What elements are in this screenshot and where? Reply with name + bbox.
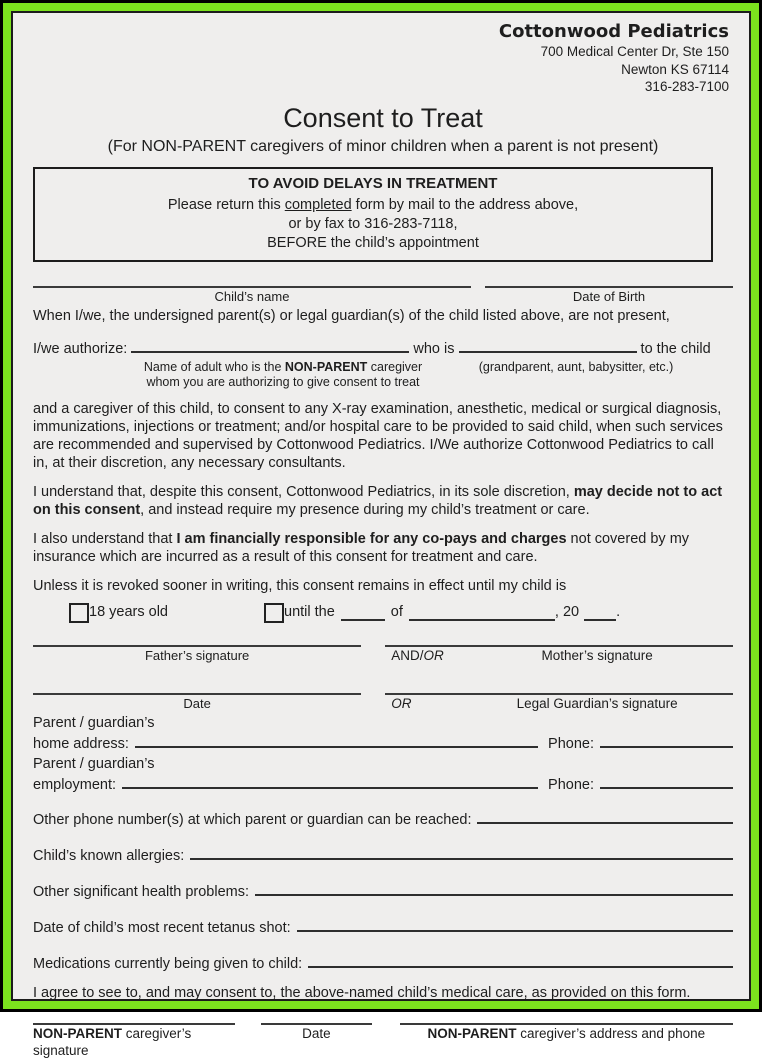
clinic-phone: 316-283-7100 — [644, 79, 729, 95]
year-prefix-label: , 20 — [554, 604, 580, 621]
intro-text: When I/we, the undersigned parent(s) or legal guardian(s) of the child listed above, are not present, — [33, 308, 670, 325]
medications-label: Medications currently being given to child: — [33, 956, 303, 973]
p3-pre: I also understand that — [33, 531, 177, 548]
of-label: of — [390, 604, 403, 621]
mother-signature-field — [385, 643, 733, 665]
child-name-caption: Child’s name — [214, 289, 290, 305]
legal-guardian-caption-row — [385, 696, 733, 713]
home-phone-blank[interactable] — [600, 733, 733, 748]
authorize-row — [33, 338, 733, 359]
paragraph-duration: Unless it is revoked sooner in writing, this consent remains in effect until my child is — [33, 578, 567, 595]
page-frame-green — [3, 3, 759, 1059]
employment-phone-blank[interactable] — [600, 774, 733, 789]
p2-bold: may decide not to act on this consent — [33, 484, 723, 519]
home-address-label: home address: — [33, 735, 129, 752]
notice-line1-underlined: completed — [284, 196, 352, 213]
until-the-label: until the — [284, 604, 335, 621]
nonparent-address-caption — [400, 1026, 733, 1043]
or-italic-2: OR — [391, 695, 412, 711]
parent-guardian-label-1: Parent / guardian’s — [33, 714, 155, 731]
health-problems-blank[interactable] — [255, 881, 733, 896]
dob-field — [485, 284, 733, 305]
phone-label-1: Phone: — [548, 735, 594, 752]
p3-bold: I am financially responsible for any co-pays and charges — [176, 531, 567, 548]
page-title: Consent to Treat — [283, 102, 483, 133]
authorize-label: I/we authorize: — [33, 341, 128, 358]
signature-row-1 — [33, 643, 733, 665]
allergies-label: Child’s known allergies: — [33, 848, 185, 865]
mother-signature-caption-row — [385, 648, 733, 665]
day-blank[interactable] — [341, 606, 385, 621]
relationship-caption: (grandparent, aunt, babysitter, etc.) — [478, 360, 674, 375]
cap1-pre: Name of adult who is the — [143, 360, 285, 375]
clinic-city: Newton KS 67114 — [621, 61, 729, 77]
employment-label: employment: — [33, 776, 117, 793]
date-caption: Date — [183, 695, 211, 711]
clinic-name: Cottonwood Pediatrics — [498, 21, 729, 42]
notice-line1-pre: Please return this — [167, 196, 285, 213]
page-frame-inner — [11, 11, 751, 1059]
other-phone-row — [33, 809, 733, 830]
notice-box — [33, 167, 713, 262]
father-signature-field — [33, 643, 361, 665]
tetanus-label: Date of child’s most recent tetanus shot: — [33, 920, 291, 937]
notice-line-1 — [43, 196, 703, 215]
agreement-text: I agree to see to, and may consent to, the above-named child’s medical care, as provided on this form. — [33, 985, 691, 1002]
legal-guardian-signature-field — [385, 691, 733, 713]
allergies-blank[interactable] — [190, 845, 733, 860]
year-blank[interactable] — [584, 606, 616, 621]
who-is-label: who is — [413, 341, 455, 358]
and-or-label — [391, 648, 461, 665]
nonparent-address-field — [400, 1021, 733, 1059]
footer-date-field — [261, 1021, 371, 1059]
footer-date-caption: Date — [302, 1026, 331, 1042]
signature-row-2 — [33, 691, 733, 713]
child-name-dob-row — [33, 284, 733, 305]
legal-guardian-caption: Legal Guardian’s signature — [516, 695, 678, 711]
tetanus-blank[interactable] — [297, 917, 733, 932]
health-problems-label: Other significant health problems: — [33, 884, 249, 901]
father-signature-blank[interactable] — [33, 643, 361, 647]
child-name-blank[interactable] — [33, 284, 471, 288]
p2-pre: I understand that, despite this consent, Cottonwood Pediatrics, in its sole discretion, — [33, 484, 574, 501]
dob-caption: Date of Birth — [572, 289, 646, 305]
paragraph-consent-scope: and a caregiver of this child, to consent to any X-ray examination, anesthetic, medical or surgical diagnosis, immunizations, injections or treatment; and/or hospital care to be provided to said child, when such services are recommended and supervised by Cottonwood Pediatrics. I/We authorize Cottonwood Pediatrics to call in, at their discretion, any necessary consultants. — [33, 401, 723, 472]
paragraph-financial — [33, 531, 733, 567]
father-signature-caption: Father’s signature — [144, 648, 250, 664]
clinic-address: 700 Medical Center Dr, Ste 150 — [540, 44, 729, 60]
date-field — [33, 691, 361, 713]
np2-rest: caregiver’s address and phone — [516, 1026, 706, 1042]
medications-blank[interactable] — [308, 953, 733, 968]
page-subtitle: (For NON-PARENT caregivers of minor children when a parent is not present) — [107, 138, 659, 156]
np1-bold: NON-PARENT — [33, 1026, 122, 1042]
p3-post: not covered by my insurance which are incurred as a result of this consent for treatment and care. — [33, 531, 690, 566]
allergies-row — [33, 845, 733, 866]
to-the-child-label: to the child — [640, 341, 711, 358]
child-name-field — [33, 284, 471, 305]
medications-row — [33, 953, 733, 974]
signature-section — [33, 643, 733, 712]
nonparent-address-blank[interactable] — [400, 1021, 733, 1025]
np2-bold: NON-PARENT — [427, 1026, 517, 1042]
mother-signature-blank[interactable] — [385, 643, 733, 647]
paragraph-discretion — [33, 484, 733, 520]
np1-rest: caregiver’s signature — [33, 1026, 192, 1059]
home-address-blank[interactable] — [135, 733, 538, 748]
caregiver-name-caption — [133, 360, 433, 390]
period-label: . — [616, 604, 621, 621]
option-18-years-label: 18 years old — [89, 604, 168, 621]
clinic-header — [33, 21, 733, 96]
caregiver-name-caption-line2: whom you are authorizing to give consent to treat — [146, 375, 420, 390]
caregiver-name-blank[interactable] — [131, 338, 409, 353]
dob-blank[interactable] — [485, 284, 733, 288]
duration-options-row — [69, 603, 733, 623]
cap1-bold: NON-PARENT — [284, 360, 368, 375]
and-slash: AND/ — [391, 648, 424, 664]
employment-blank[interactable] — [122, 774, 538, 789]
home-address-row — [33, 733, 733, 754]
footer-date-blank[interactable] — [261, 1021, 371, 1025]
parent-guardian-label-2: Parent / guardian’s — [33, 755, 155, 772]
or-italic-1: OR — [423, 648, 444, 664]
mother-signature-caption: Mother’s signature — [541, 648, 653, 664]
month-blank[interactable] — [409, 606, 555, 621]
footer-signature-row — [33, 1021, 733, 1059]
p2-post: , and instead require my presence during my child’s treatment or care. — [140, 502, 590, 519]
notice-line-2: or by fax to 316-283-7118, — [288, 215, 458, 232]
other-phone-label: Other phone number(s) at which parent or guardian can be reached: — [33, 812, 472, 829]
date-blank[interactable] — [33, 691, 361, 695]
phone-label-2: Phone: — [548, 776, 594, 793]
relationship-blank[interactable] — [459, 338, 637, 353]
notice-line1-post: form by mail to the address above, — [351, 196, 579, 213]
option-until-date — [264, 603, 620, 623]
consent-form-page — [13, 13, 749, 1059]
caregiver-name-caption-line1 — [133, 360, 433, 375]
nonparent-signature-blank[interactable] — [33, 1021, 235, 1025]
nonparent-signature-field — [33, 1021, 235, 1059]
cap1-post: caregiver — [367, 360, 423, 375]
notice-heading: TO AVOID DELAYS IN TREATMENT — [248, 175, 498, 193]
notice-line-3: BEFORE the child’s appointment — [267, 234, 479, 251]
employment-row — [33, 774, 733, 795]
checkbox-18-years[interactable] — [69, 603, 89, 623]
health-problems-row — [33, 881, 733, 902]
legal-guardian-signature-blank[interactable] — [385, 691, 733, 695]
nonparent-signature-caption — [33, 1026, 235, 1059]
checkbox-until-date[interactable] — [264, 603, 284, 623]
other-phone-blank[interactable] — [477, 809, 733, 824]
tetanus-row — [33, 917, 733, 938]
authorize-captions — [33, 360, 733, 390]
